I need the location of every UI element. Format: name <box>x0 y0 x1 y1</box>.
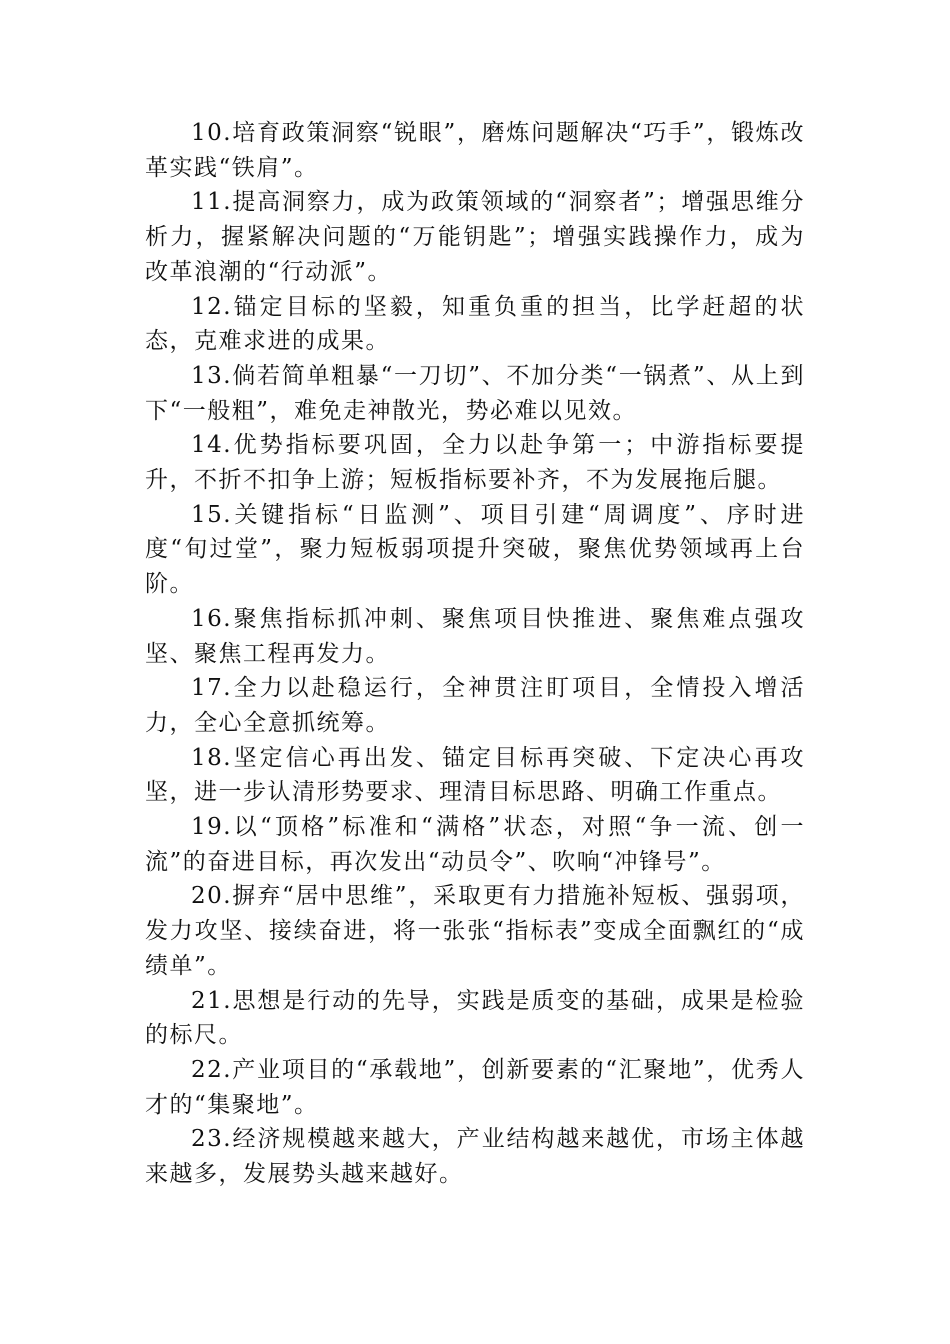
list-item: 19.以“顶格”标准和“满格”状态，对照“争一流、创一流”的奋进目标，再次发出“动员令”、吹响“冲锋号”。 <box>145 814 805 875</box>
list-item: 22.产业项目的“承载地”，创新要素的“汇聚地”，优秀人才的“集聚地”。 <box>145 1056 805 1118</box>
list-item: 20.摒弃“居中思维”，采取更有力措施补短板、强弱项，发力攻坚、接续奋进，将一张张“指标表”变成全面飘红的“成绩单”。 <box>145 883 805 979</box>
document-body <box>145 116 805 1192</box>
list-item: 21.思想是行动的先导，实践是质变的基础，成果是检验的标尺。 <box>145 987 805 1049</box>
list-item: 11.提高洞察力，成为政策领域的“洞察者”；增强思维分析力，握紧解决问题的“万能钥匙”；增强实践操作力，成为改革浪潮的“行动派”。 <box>145 189 805 285</box>
list-item: 12.锚定目标的坚毅，知重负重的担当，比学赶超的状态，克难求进的成果。 <box>145 293 805 355</box>
list-item: 16.聚焦指标抓冲刺、聚焦项目快推进、聚焦难点强攻坚、聚焦工程再发力。 <box>145 605 805 667</box>
list-item: 14.优势指标要巩固，全力以赴争第一；中游指标要提升，不折不扣争上游；短板指标要补齐，不为发展拖后腿。 <box>145 432 805 494</box>
list-item: 13.倘若简单粗暴“一刀切”、不加分类“一锅煮”、从上到下“一般粗”，难免走神散光，势必难以见效。 <box>145 362 805 424</box>
list-item: 18.坚定信心再出发、锚定目标再突破、下定决心再攻坚，进一步认清形势要求、理清目标思路、明确工作重点。 <box>145 744 805 806</box>
list-item: 23.经济规模越来越大，产业结构越来越优，市场主体越来越多，发展势头越来越好。 <box>145 1126 805 1188</box>
list-item: 17.全力以赴稳运行，全神贯注盯项目，全情投入增活力，全心全意抓统筹。 <box>145 675 805 736</box>
list-item: 15.关键指标“日监测”、项目引建“周调度”、序时进度“旬过堂”，聚力短板弱项提升突破，聚焦优势领域再上台阶。 <box>145 501 805 598</box>
list-item: 10.培育政策洞察“锐眼”，磨炼问题解决“巧手”，锻炼改革实践“铁肩”。 <box>145 120 805 181</box>
